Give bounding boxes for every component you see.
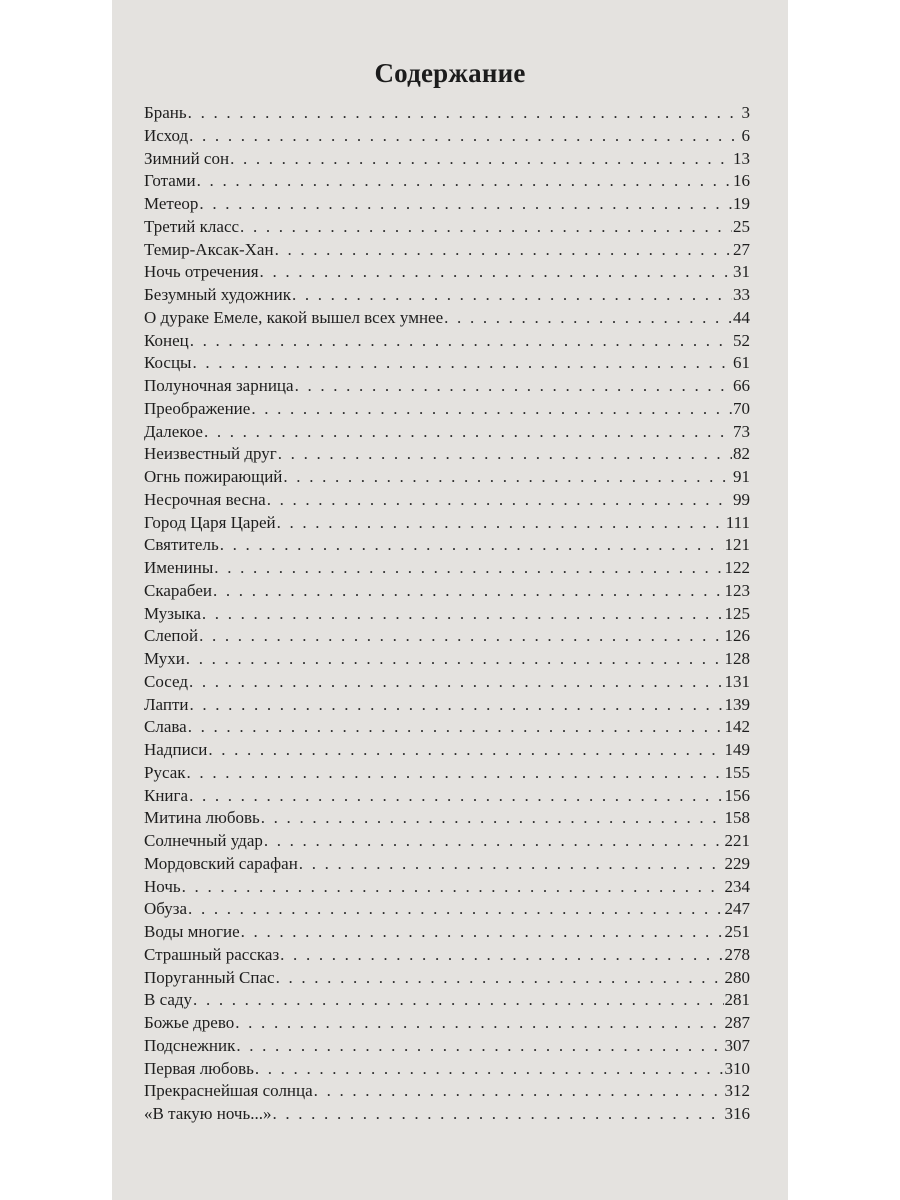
toc-entry-title: Мухи xyxy=(144,649,185,668)
toc-entry xyxy=(144,695,750,718)
toc-entry-page-number: 278 xyxy=(724,944,750,964)
toc-entry-title: Косцы xyxy=(144,353,192,373)
toc-entry-page-number: 73 xyxy=(733,421,750,441)
toc-entry xyxy=(144,945,750,968)
toc-entry xyxy=(144,831,750,854)
toc-entry xyxy=(144,740,750,763)
toc-entry-page-number: 158 xyxy=(724,808,750,828)
dot-leader xyxy=(190,331,732,351)
dot-leader xyxy=(278,444,732,464)
toc-entry-title: Святитель xyxy=(144,535,219,555)
dot-leader xyxy=(277,513,725,533)
toc-entry-page-number: 25 xyxy=(733,216,750,236)
toc-entry xyxy=(144,217,750,240)
toc-entry-title: Подснежник xyxy=(144,1035,236,1055)
toc-entry xyxy=(144,331,750,354)
dot-leader xyxy=(251,399,732,419)
toc-entry-page-number: 61 xyxy=(733,353,750,373)
toc-entry xyxy=(144,285,750,308)
toc-entry-page-number: 139 xyxy=(724,694,750,714)
toc-entry-page-number: 312 xyxy=(724,1081,750,1101)
toc-entry-title: Метеор xyxy=(144,194,199,213)
toc-entry xyxy=(144,535,750,558)
dot-leader xyxy=(202,604,724,624)
toc-entry-title: Книга xyxy=(144,785,189,805)
toc-entry-page-number: 126 xyxy=(724,626,750,646)
toc-entry xyxy=(144,1036,750,1059)
toc-entry-title: Слепой xyxy=(144,626,199,646)
toc-entry-title: Прекраснейшая солнца xyxy=(144,1081,313,1101)
dot-leader xyxy=(189,672,724,692)
toc-entry-page-number: 316 xyxy=(724,1104,750,1123)
toc-entry-title: Безумный художник xyxy=(144,285,291,304)
toc-entry-page-number: 131 xyxy=(724,671,750,691)
toc-entry-title: Божье древо xyxy=(144,1013,235,1032)
dot-leader xyxy=(208,740,723,760)
dot-leader xyxy=(214,558,723,578)
toc-entry-title: Далекое xyxy=(144,421,203,441)
toc-entry-title: Митина любовь xyxy=(144,808,260,828)
toc-entry-page-number: 82 xyxy=(733,444,750,464)
toc-entry-title: О дураке Емеле, какой вышел всех умнее xyxy=(144,307,444,327)
dot-leader xyxy=(193,990,723,1010)
toc-entry-page-number: 128 xyxy=(724,649,750,668)
toc-entry xyxy=(144,922,750,945)
toc-entry xyxy=(144,376,750,399)
toc-entry-page-number: 229 xyxy=(724,853,750,873)
toc-entry-page-number: 251 xyxy=(724,922,750,941)
dot-leader xyxy=(235,1013,723,1033)
dot-leader xyxy=(299,854,724,874)
toc-entry-page-number: 91 xyxy=(733,467,750,486)
toc-entry-title: Мордовский сарафан xyxy=(144,853,298,873)
toc-entry-page-number: 70 xyxy=(733,398,750,418)
dot-leader xyxy=(230,149,732,169)
toc-entry xyxy=(144,240,750,263)
toc-entry-page-number: 155 xyxy=(724,762,750,782)
dot-leader xyxy=(213,581,724,601)
toc-entry-page-number: 66 xyxy=(733,376,750,395)
toc-entry-page-number: 125 xyxy=(724,603,750,623)
toc-entry-title: Воды многие xyxy=(144,922,240,941)
dot-leader xyxy=(188,717,724,737)
toc-entry-title: Исход xyxy=(144,125,189,145)
toc-entry-title: В саду xyxy=(144,990,193,1010)
dot-leader xyxy=(292,285,732,305)
toc-entry-title: Поруганный Спас xyxy=(144,967,275,987)
toc-entry xyxy=(144,626,750,649)
toc-entry-page-number: 52 xyxy=(733,330,750,350)
toc-entry-title: Город Царя Царей xyxy=(144,512,276,532)
toc-entry xyxy=(144,103,750,126)
toc-entry xyxy=(144,444,750,467)
toc-entry-page-number: 307 xyxy=(724,1035,750,1055)
dot-leader xyxy=(283,467,732,487)
toc-entry xyxy=(144,422,750,445)
dot-leader xyxy=(267,490,732,510)
toc-entry-page-number: 287 xyxy=(724,1013,750,1032)
toc-entry xyxy=(144,581,750,604)
toc-entry-title: Слава xyxy=(144,717,187,737)
toc-entry-title: Обуза xyxy=(144,899,188,919)
toc-entry-page-number: 281 xyxy=(724,990,750,1010)
toc-entry xyxy=(144,808,750,831)
toc-entry-page-number: 310 xyxy=(724,1058,750,1078)
toc-entry-title: Страшный рассказ xyxy=(144,944,280,964)
dot-leader xyxy=(186,649,724,669)
toc-entry xyxy=(144,854,750,877)
toc-entry-title: Неизвестный друг xyxy=(144,444,277,464)
dot-leader xyxy=(187,763,724,783)
toc-entry-page-number: 280 xyxy=(724,967,750,987)
toc-entry-page-number: 16 xyxy=(733,171,750,191)
toc-entry-title: Третий класс xyxy=(144,216,240,236)
dot-leader xyxy=(182,877,724,897)
dot-leader xyxy=(189,126,740,146)
toc-entry-title: Темир-Аксак-Хан xyxy=(144,239,274,259)
toc-entry-title: Сосед xyxy=(144,671,188,691)
toc-entry-title: Готами xyxy=(144,171,196,191)
toc-entry-page-number: 111 xyxy=(725,512,750,532)
dot-leader xyxy=(280,945,723,965)
dot-leader xyxy=(272,1104,723,1124)
dot-leader xyxy=(199,626,723,646)
page-title: Содержание xyxy=(374,58,526,88)
toc-entry-title: Преображение xyxy=(144,398,251,418)
dot-leader xyxy=(197,171,732,191)
toc-entry-title: Музыка xyxy=(144,603,201,623)
dot-leader xyxy=(261,808,724,828)
toc-entry xyxy=(144,899,750,922)
toc-entry xyxy=(144,990,750,1013)
toc-entry xyxy=(144,194,750,217)
toc-entry-title: Первая любовь xyxy=(144,1058,254,1078)
toc-entry xyxy=(144,490,750,513)
dot-leader xyxy=(314,1081,724,1101)
toc-entry xyxy=(144,149,750,172)
dot-leader xyxy=(192,353,732,373)
book-page xyxy=(112,0,788,1200)
dot-leader xyxy=(189,786,723,806)
toc-entry-title: Солнечный удар xyxy=(144,831,263,850)
toc-entry-title: Ночь xyxy=(144,876,181,896)
dot-leader xyxy=(199,194,732,214)
dot-leader xyxy=(295,376,732,396)
toc-entry-title: Ночь отречения xyxy=(144,262,259,282)
toc-entry xyxy=(144,672,750,695)
toc-entry xyxy=(144,1081,750,1104)
toc-entry-title: Русак xyxy=(144,762,186,782)
toc-entry xyxy=(144,786,750,809)
toc-entry xyxy=(144,649,750,672)
dot-leader xyxy=(275,240,732,260)
toc-entry-page-number: 142 xyxy=(724,717,750,737)
toc-entry xyxy=(144,513,750,536)
toc-entry-page-number: 234 xyxy=(724,876,750,896)
toc-entry-page-number: 33 xyxy=(733,285,750,304)
toc-entry xyxy=(144,399,750,422)
toc-entry xyxy=(144,308,750,331)
toc-entry-page-number: 19 xyxy=(733,194,750,213)
toc-entry xyxy=(144,1013,750,1036)
toc-entry xyxy=(144,1104,750,1127)
toc-entry xyxy=(144,171,750,194)
toc-entry-title: Лапти xyxy=(144,694,189,714)
table-of-contents xyxy=(144,103,750,1127)
dot-leader xyxy=(188,103,741,123)
dot-leader xyxy=(276,968,724,988)
dot-leader xyxy=(188,899,723,919)
toc-entry xyxy=(144,763,750,786)
toc-entry-title: Огнь пожирающий xyxy=(144,467,283,486)
toc-entry xyxy=(144,467,750,490)
toc-entry-title: Именины xyxy=(144,558,214,577)
dot-leader xyxy=(241,922,724,942)
toc-entry-page-number: 121 xyxy=(724,535,750,555)
toc-entry-page-number: 27 xyxy=(733,239,750,259)
toc-entry-page-number: 149 xyxy=(724,740,750,759)
toc-entry-title: Надписи xyxy=(144,740,208,759)
toc-entry-page-number: 6 xyxy=(741,125,750,145)
toc-entry-title: Зимний сон xyxy=(144,148,230,168)
toc-entry-page-number: 221 xyxy=(724,831,750,850)
toc-entry-title: «В такую ночь...» xyxy=(144,1104,272,1123)
toc-entry-page-number: 31 xyxy=(733,262,750,282)
toc-entry xyxy=(144,353,750,376)
toc-entry-page-number: 123 xyxy=(724,580,750,600)
dot-leader xyxy=(444,308,732,328)
toc-entry xyxy=(144,126,750,149)
toc-entry xyxy=(144,877,750,900)
toc-entry-title: Брань xyxy=(144,103,187,122)
toc-entry-page-number: 122 xyxy=(724,558,750,577)
dot-leader xyxy=(220,535,724,555)
toc-entry-title: Несрочная весна xyxy=(144,489,266,509)
toc-entry-page-number: 44 xyxy=(733,307,750,327)
toc-entry-title: Скарабеи xyxy=(144,580,212,600)
toc-entry-page-number: 3 xyxy=(741,103,750,122)
toc-entry-page-number: 247 xyxy=(724,899,750,919)
toc-entry-page-number: 156 xyxy=(724,785,750,805)
dot-leader xyxy=(236,1036,723,1056)
toc-entry xyxy=(144,558,750,581)
toc-entry xyxy=(144,262,750,285)
toc-entry xyxy=(144,717,750,740)
toc-entry xyxy=(144,604,750,627)
dot-leader xyxy=(264,831,724,851)
toc-entry xyxy=(144,968,750,991)
toc-entry xyxy=(144,1059,750,1082)
toc-entry-title: Конец xyxy=(144,330,189,350)
dot-leader xyxy=(204,422,732,442)
toc-entry-page-number: 99 xyxy=(733,489,750,509)
dot-leader xyxy=(189,695,723,715)
toc-entry-page-number: 13 xyxy=(733,148,750,168)
dot-leader xyxy=(255,1059,724,1079)
toc-entry-title: Полуночная зарница xyxy=(144,376,294,395)
dot-leader xyxy=(260,262,732,282)
dot-leader xyxy=(240,217,732,237)
